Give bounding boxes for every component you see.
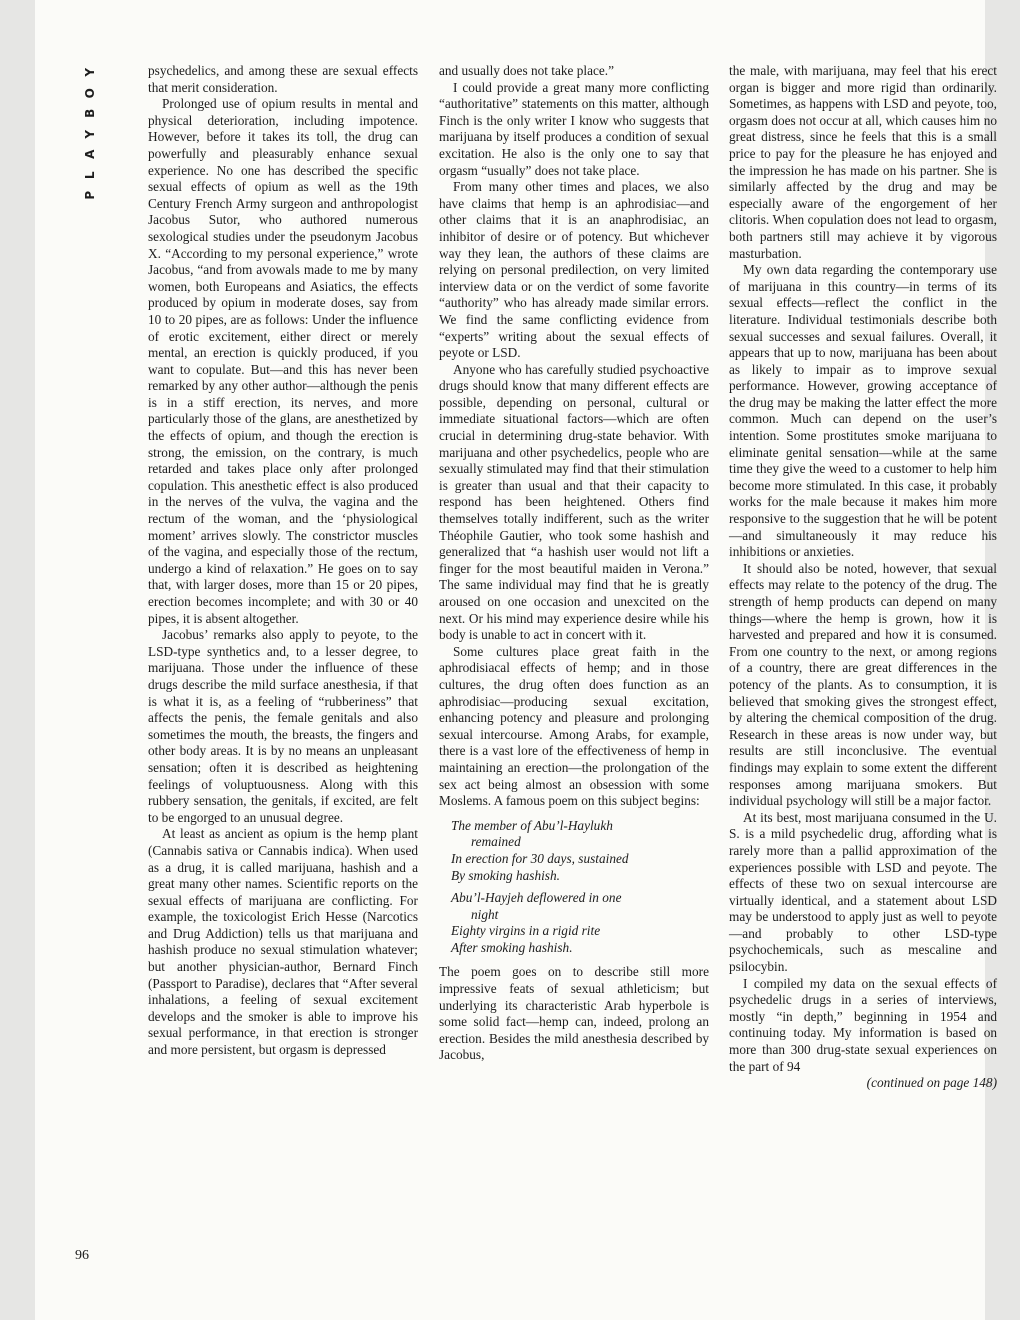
paragraph: The poem goes on to describe still more impressive feats of sexual athleticism; but underlying its characteristic Arab hyperbole is some solid fact—hemp can, indeed, prolong an erection. Besides the mild anesthesia described by Jacobus, — [439, 964, 709, 1063]
side-label-letter: P — [82, 190, 97, 200]
paragraph: Some cultures place great faith in the aphrodisiacal effects of hemp; and in those cultures, the drug often does function as an aphrodisiac—producing sexual excitation, enhancing potency and pleasure and prolonging sexual intercourse. Among Arabs, for example, there is a vast lore of the effectiveness of hemp in maintaining an erection—the prolongation of the sex act being almost an obsession with some Moslems. A famous poem on this subject begins: — [439, 643, 709, 809]
paragraph: the male, with marijuana, may feel that his erect organ is bigger and more rigid than ordinarily. Sometimes, as happens with LSD and peyote, too, orgasm does not occur at all, which causes him no great distress, since he feels that this is a small price to pay for the pleasure he has enjoyed and the impression he has made on his partner. She is similarly affected by the drug and may be especially aware of the engorgement of her clitoris. When copulation does not lead to orgasm, both partners still may achieve it by vigorous masturbation. — [729, 63, 997, 261]
paragraph: From many other times and places, we also have claims that hemp is an aphrodisiac—and other claims that it is an anaphrodisiac, an inhibitor of desire or of potency. But whichever way they lean, the authors of these claims are relying on personal predilection, on very limited interview data or on the verdict of some favorite “authority” who has already made similar errors. We find the same conflicting evidence from “experts” writing about the sexual effects of peyote or LSD. — [439, 179, 709, 361]
article-column-2 — [439, 63, 709, 1064]
paragraph: At least as ancient as opium is the hemp plant (Cannabis sativa or Cannabis indica). When used as a drug, it is called marijuana, hashish and a great many other names. Scientific reports on the sexual effects of marijuana are conflicting. For example, the toxicologist Erich Hesse (Narcotics and Drug Addiction) tells us that marijuana and hashish produce no sexual stimulation whatever; but another physician-author, Bernard Finch (Passport to Paradise), declares that “After several inhalations, a feeling of sexual excitement develops and the smoker is able to improve his sexual performance, in that erection is stronger and more persistent, but orgasm is depressed — [148, 826, 418, 1058]
page-number: 96 — [75, 1248, 89, 1263]
paragraph: I compiled my data on the sexual effects of psychedelic drugs in a series of interviews, mostly “in depth,” beginning in 1954 and continuing today. My information is based on more than 300 drug-state sexual experiences on the part of 94 — [729, 975, 997, 1074]
article-column-3 — [729, 63, 997, 1092]
paragraph: Jacobus’ remarks also apply to peyote, to the LSD-type synthetics and, to a lesser degree, to marijuana. Those under the influence of these drugs describe the mild surface anesthesia, if that is what it is, as a feeling of “rubberiness” that affects the penis, the female genitals and also sometimes the mouth, the breasts, the fingers and other body areas. It is by no means an unpleasant sensation; often it is described as heightening feelings of voluptuousness. Along with this rubbery sensation, the genitals, if excited, are felt to be engorged to an unusual degree. — [148, 627, 418, 825]
paragraph: Anyone who has carefully studied psychoactive drugs should know that many different effects are possible, depending on personal, cultural or immediate situational factors—which are often crucial in determining drug-state behavior. With marijuana and other psychedelics, people who are sexually stimulated may find that their stimulation is greater than usual and that their capacity to respond has been heightened. Others find themselves totally indifferent, such as the writer Théophile Gautier, who took some hashish and generalized that “a hashish user would not lift a finger for the most beautiful maiden in Verona.” The same individual may find that he is greatly aroused on one occasion and unexcited on the next. Or his mind may experience desire while his body is unable to act in concert with it. — [439, 361, 709, 643]
paragraph: psychedelics, and among these are sexual effects that merit consideration. — [148, 63, 418, 95]
article-column-1 — [148, 63, 418, 1059]
side-label-letter: O — [82, 87, 97, 98]
paragraph: and usually does not take place.” — [439, 63, 615, 78]
magazine-side-label — [84, 62, 96, 206]
paragraph: Prolonged use of opium results in mental and physical deterioration, including impotence. However, before it takes its toll, the drug can powerfully and pleasurably enhance sexual experience. No one has described the specific sexual effects of opium as well as the 19th Century French Army surgeon and anthropologist Jacobus Sutor, who authored numerous sexological studies under the pseudonym Jacobus X. “According to my personal experience,” wrote Jacobus, “and from avowals made to me by many women, both Europeans and Asiatics, the effects produced by opium in moderate doses, say from 10 to 20 pipes, are as follows: Under the influence of erotic excitement, either direct or merely mental, an erection is quickly produced, if you want to copulate. But—and this has never been remarked by any other author—although the penis is in a stiff erection, its nerves, and more particularly those of the glans, are anesthetized by the effects of opium, and though the erection is strong, the emission, on the contrary, is much retarded and takes place only after prolonged copulation. This anesthetic effect is also produced in the nerves of the vulva, the vagina and the rectum of the woman, and the ‘physiological moment’ arrives slowly. The constrictor muscles of the vagina, and especially those of the rectum, undergo a kind of relaxation.” He goes on to say that, with larger doses, more than 15 or 20 pipes, erection becomes incomplete; and with 30 or 40 pipes, it is absent altogether. — [148, 96, 418, 626]
paragraph: At its best, most marijuana consumed in the U. S. is a mild psychedelic drug, affording what is rarely more than a pallid approximation of the experiences possible with LSD and peyote. The effects of these two on sexual intercourse are virtually identical, and a statement about LSD may be understood to apply just as well to peyote—and probably to other LSD-type psychochemicals, such as mescaline and psilocybin. — [729, 809, 997, 975]
side-label-letter: L — [82, 170, 97, 179]
side-label-letter: Y — [82, 67, 97, 77]
poem-stanza — [451, 890, 709, 956]
poem-line: Abu’l-Hayjeh deflowered in one — [451, 890, 622, 906]
continued-note: (continued on page 148) — [866, 1075, 997, 1091]
poem — [451, 818, 709, 957]
side-label-letter: Y — [82, 129, 97, 139]
poem-line: The member of Abu’l-Haylukh — [451, 817, 613, 833]
poem-line: remained — [471, 834, 521, 850]
paragraph: My own data regarding the contemporary use of marijuana in this country—in terms of its sexual effects—reflect the conflict in the literature. Individual testimonials describe both sexual successes and sexual failures. Overall, it appears that up to now, marijuana has been about as likely to impair as to improve sexual performance. However, growing acceptance of the drug may be making the latter effect the more common. Much can depend on the user’s intention. Some prostitutes smoke marijuana to eliminate genital sensation—while at the same time they give the weed to a customer to help him become more stimulated. In this case, it probably works for the male because it makes him more responsive to the suggestion that he will be potent—and simultaneously it may reduce his inhibitions or anxieties. — [729, 262, 997, 560]
poem-line: By smoking hashish. — [451, 867, 560, 883]
poem-line: In erection for 30 days, sustained — [451, 850, 629, 866]
poem-line: After smoking hashish. — [451, 939, 573, 955]
side-label-letter: B — [82, 108, 97, 118]
side-label-letter: A — [82, 149, 97, 159]
poem-line: night — [471, 906, 499, 922]
poem-line: Eighty virgins in a rigid rite — [451, 923, 601, 939]
paragraph: I could provide a great many more conflicting “authoritative” statements on this matter, although Finch is the only writer I know who suggests that marijuana by itself produces a condition of sexual excitation. He also is the only one to say that orgasm “usually” does not take place. — [439, 79, 709, 178]
poem-stanza — [451, 818, 709, 884]
magazine-page — [35, 0, 997, 1320]
paragraph: It should also be noted, however, that sexual effects may relate to the potency of the drug. The strength of hemp products can depend on many things—where the hemp is grown, how it is harvested and prepared and how it is consumed. From one country to the next, or among regions of a country, there are great differences in the potency of the plants. As to consumption, it is believed that smoking gives the strongest effect, by altering the chemical composition of the drug. Research in these areas is now under way, but results are still inconclusive. The eventual findings may explain to some extent the different responses among marijuana smokers. But individual psychology will still be a major factor. — [729, 560, 997, 809]
